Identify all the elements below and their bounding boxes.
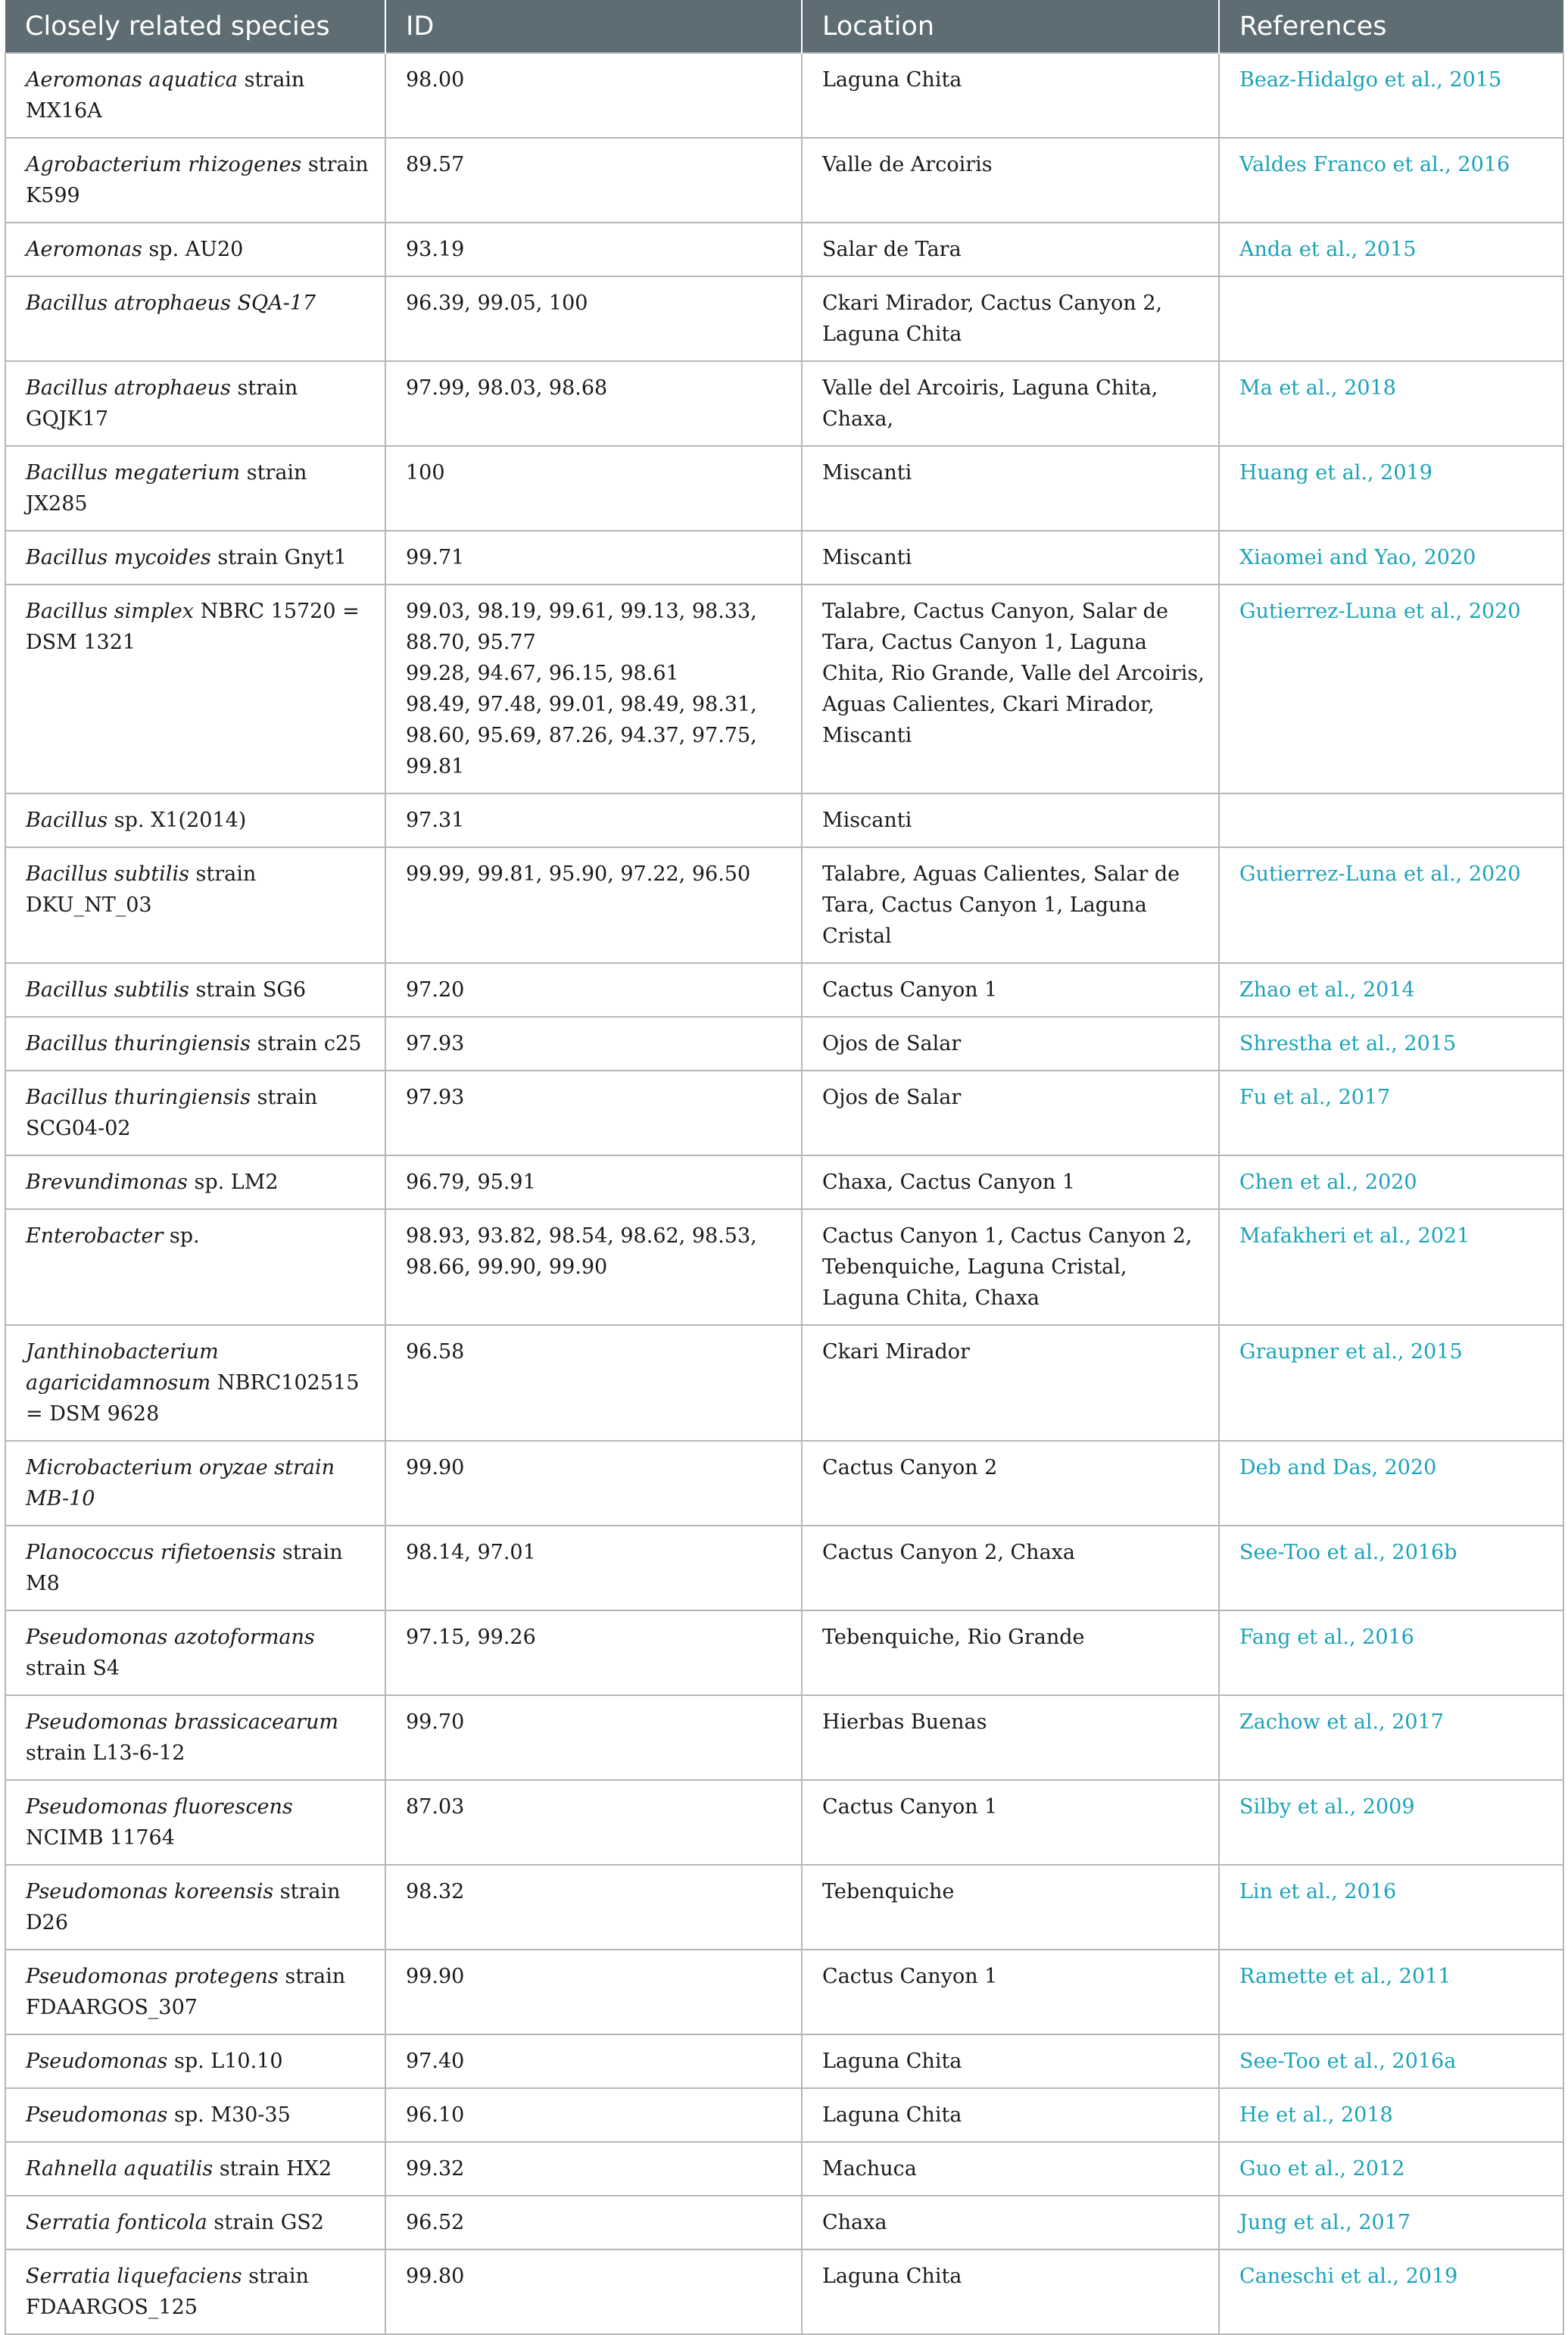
reference-link[interactable]: Xiaomei and Yao, 2020 — [1239, 546, 1476, 569]
table-row — [5, 847, 1563, 963]
species-strain: strain M8 — [26, 1541, 343, 1595]
cell-id: 99.70 — [385, 1695, 802, 1780]
species-name-italic: Enterobacter — [26, 1224, 164, 1248]
reference-link[interactable]: He et al., 2018 — [1239, 2103, 1393, 2127]
cell-id: 87.03 — [385, 1780, 802, 1865]
table-row — [5, 1610, 1563, 1695]
table-row — [5, 2142, 1563, 2196]
cell-id: 97.15, 99.26 — [385, 1610, 802, 1695]
species-name-italic: Janthinobacterium agaricidamnosum — [26, 1340, 219, 1395]
cell-species — [5, 531, 385, 585]
table-row — [5, 223, 1563, 276]
cell-reference — [1219, 585, 1563, 793]
species-strain: sp. LM2 — [187, 1171, 279, 1194]
cell-reference — [1219, 223, 1563, 276]
header-species: Closely related species — [5, 0, 385, 53]
species-name-italic: Rahnella aquatilis — [26, 2157, 214, 2181]
cell-species — [5, 793, 385, 847]
cell-species — [5, 53, 385, 138]
cell-reference — [1219, 138, 1563, 223]
cell-id: 97.31 — [385, 793, 802, 847]
cell-id: 99.71 — [385, 531, 802, 585]
cell-species — [5, 2034, 385, 2088]
reference-link[interactable]: Silby et al., 2009 — [1239, 1795, 1415, 1819]
table-row — [5, 2249, 1563, 2334]
cell-reference — [1219, 361, 1563, 446]
cell-reference — [1219, 446, 1563, 531]
table-row — [5, 1950, 1563, 2034]
cell-reference — [1219, 2088, 1563, 2142]
species-strain: sp. L10.10 — [167, 2050, 283, 2073]
cell-reference — [1219, 1209, 1563, 1325]
cell-id: 98.00 — [385, 53, 802, 138]
cell-location: Chaxa, Cactus Canyon 1 — [802, 1155, 1219, 1209]
cell-species — [5, 1526, 385, 1610]
species-name-italic: Bacillus subtilis — [26, 978, 189, 1002]
cell-id: 100 — [385, 446, 802, 531]
cell-reference — [1219, 2249, 1563, 2334]
species-name-italic: Bacillus atrophaeus — [26, 376, 231, 400]
cell-id — [385, 585, 802, 793]
cell-species — [5, 1610, 385, 1695]
table-row — [5, 1865, 1563, 1950]
cell-id: 98.14, 97.01 — [385, 1526, 802, 1610]
cell-reference — [1219, 531, 1563, 585]
species-name-italic: Bacillus simplex — [26, 600, 195, 623]
cell-location: Valle del Arcoiris, Laguna Chita, Chaxa, — [802, 361, 1219, 446]
species-name-italic: Serratia fonticola — [26, 2211, 207, 2234]
table-row — [5, 2088, 1563, 2142]
species-name-italic: Bacillus — [26, 809, 108, 832]
table-row — [5, 276, 1563, 361]
header-references: References — [1219, 0, 1563, 53]
cell-id: 97.99, 98.03, 98.68 — [385, 361, 802, 446]
cell-species — [5, 361, 385, 446]
cell-location: Miscanti — [802, 793, 1219, 847]
species-name-italic: Planococcus rifietoensis — [26, 1541, 276, 1564]
table-row — [5, 1695, 1563, 1780]
table-row — [5, 53, 1563, 138]
cell-location: Cactus Canyon 1 — [802, 1950, 1219, 2034]
reference-link[interactable]: Graupner et al., 2015 — [1239, 1340, 1463, 1364]
table-row — [5, 793, 1563, 847]
species-strain: strain D26 — [26, 1880, 341, 1934]
cell-location: Miscanti — [802, 531, 1219, 585]
reference-link[interactable]: Beaz-Hidalgo et al., 2015 — [1239, 68, 1502, 92]
species-strain: strain L13-6-12 — [26, 1741, 185, 1765]
cell-id: 96.10 — [385, 2088, 802, 2142]
cell-location: Chaxa — [802, 2196, 1219, 2249]
species-name-italic: Pseudomonas fluorescens — [26, 1795, 293, 1819]
cell-location: Salar de Tara — [802, 223, 1219, 276]
cell-location: Hierbas Buenas — [802, 1695, 1219, 1780]
table-body — [5, 53, 1563, 2334]
cell-species — [5, 1209, 385, 1325]
species-strain: strain GQJK17 — [26, 376, 298, 431]
cell-reference — [1219, 1695, 1563, 1780]
cell-reference — [1219, 1017, 1563, 1071]
cell-location: Tebenquiche, Rio Grande — [802, 1610, 1219, 1695]
reference-link[interactable]: Fang et al., 2016 — [1239, 1626, 1414, 1649]
cell-location: Cactus Canyon 2, Chaxa — [802, 1526, 1219, 1610]
reference-link[interactable]: Gutierrez-Luna et al., 2020 — [1239, 862, 1521, 886]
cell-species — [5, 585, 385, 793]
cell-location: Tebenquiche — [802, 1865, 1219, 1950]
reference-link[interactable]: Ma et al., 2018 — [1239, 376, 1396, 400]
reference-link[interactable]: Deb and Das, 2020 — [1239, 1456, 1437, 1479]
cell-species — [5, 1950, 385, 2034]
cell-id: 99.90 — [385, 1441, 802, 1526]
table-row — [5, 963, 1563, 1017]
species-name-italic: Bacillus megaterium — [26, 461, 241, 485]
table-row — [5, 361, 1563, 446]
species-strain: sp. AU20 — [142, 238, 244, 261]
cell-species — [5, 1865, 385, 1950]
species-strain: strain FDAARGOS_125 — [26, 2265, 309, 2319]
species-name-italic: Microbacterium oryzae strain MB-10 — [26, 1456, 335, 1510]
cell-species — [5, 963, 385, 1017]
cell-reference — [1219, 2196, 1563, 2249]
table-row — [5, 1071, 1563, 1155]
species-name-italic: Pseudomonas — [26, 2050, 168, 2073]
cell-species — [5, 1695, 385, 1780]
cell-location: Ojos de Salar — [802, 1071, 1219, 1155]
cell-species — [5, 223, 385, 276]
header-location: Location — [802, 0, 1219, 53]
cell-location: Ojos de Salar — [802, 1017, 1219, 1071]
species-strain: strain SCG04-02 — [26, 1086, 318, 1140]
cell-species — [5, 446, 385, 531]
species-strain: strain GS2 — [207, 2211, 324, 2234]
species-name-italic: Bacillus atrophaeus SQA-17 — [26, 291, 316, 315]
reference-link[interactable]: Chen et al., 2020 — [1239, 1171, 1417, 1194]
species-strain: strain Gnyt1 — [210, 546, 347, 569]
species-name-italic: Aeromonas — [26, 238, 142, 261]
table-row — [5, 1017, 1563, 1071]
table-container — [5, 0, 1563, 2335]
table-row — [5, 1325, 1563, 1441]
cell-id: 96.52 — [385, 2196, 802, 2249]
cell-location: Laguna Chita — [802, 2088, 1219, 2142]
cell-id: 99.32 — [385, 2142, 802, 2196]
cell-reference — [1219, 1071, 1563, 1155]
cell-id: 97.40 — [385, 2034, 802, 2088]
cell-reference — [1219, 793, 1563, 847]
cell-location: Laguna Chita — [802, 53, 1219, 138]
cell-species — [5, 1441, 385, 1526]
cell-species — [5, 2249, 385, 2334]
cell-id: 97.93 — [385, 1017, 802, 1071]
cell-id: 98.93, 93.82, 98.54, 98.62, 98.53, 98.66, 99.90, 99.90 — [385, 1209, 802, 1325]
table-row — [5, 1526, 1563, 1610]
cell-location: Laguna Chita — [802, 2034, 1219, 2088]
reference-link[interactable]: Valdes Franco et al., 2016 — [1239, 153, 1510, 176]
cell-location: Ckari Mirador — [802, 1325, 1219, 1441]
cell-location: Cactus Canyon 2 — [802, 1441, 1219, 1526]
cell-id: 93.19 — [385, 223, 802, 276]
cell-location: Machuca — [802, 2142, 1219, 2196]
reference-link[interactable]: Shrestha et al., 2015 — [1239, 1032, 1457, 1055]
header-id: ID — [385, 0, 802, 53]
cell-species — [5, 847, 385, 963]
species-strain: strain MX16A — [26, 68, 305, 123]
cell-location: Talabre, Cactus Canyon, Salar de Tara, Cactus Canyon 1, Laguna Chita, Rio Grande, Valle del Arcoiris, Aguas Calientes, Ckari Mirador, Miscanti — [802, 585, 1219, 793]
cell-id: 99.99, 99.81, 95.90, 97.22, 96.50 — [385, 847, 802, 963]
species-name-italic: Bacillus mycoides — [26, 546, 211, 569]
table-row — [5, 585, 1563, 793]
table-row — [5, 1209, 1563, 1325]
species-name-italic: Pseudomonas brassicacearum — [26, 1710, 338, 1734]
cell-id: 98.32 — [385, 1865, 802, 1950]
id-value-line: 99.03, 98.19, 99.61, 99.13, 98.33, 88.70, 95.77 — [406, 600, 757, 654]
cell-species — [5, 1071, 385, 1155]
reference-link[interactable]: Caneschi et al., 2019 — [1239, 2265, 1458, 2288]
species-strain: sp. — [163, 1224, 200, 1248]
species-name-italic: Pseudomonas protegens — [26, 1965, 279, 1988]
reference-link[interactable]: Mafakheri et al., 2021 — [1239, 1224, 1470, 1248]
species-name-italic: Bacillus subtilis — [26, 862, 189, 886]
cell-species — [5, 138, 385, 223]
species-name-italic: Bacillus thuringiensis — [26, 1086, 251, 1109]
reference-link[interactable]: See-Too et al., 2016b — [1239, 1541, 1457, 1564]
species-strain: strain SG6 — [189, 978, 307, 1002]
cell-reference — [1219, 1325, 1563, 1441]
species-strain: NBRC 15720 = DSM 1321 — [26, 600, 360, 654]
reference-link[interactable]: Zhao et al., 2014 — [1239, 978, 1415, 1002]
cell-reference — [1219, 1610, 1563, 1695]
cell-id: 99.80 — [385, 2249, 802, 2334]
species-name-italic: Pseudomonas azotoformans — [26, 1626, 315, 1649]
reference-link[interactable]: Fu et al., 2017 — [1239, 1086, 1391, 1109]
cell-location: Cactus Canyon 1, Cactus Canyon 2, Tebenquiche, Laguna Cristal, Laguna Chita, Chaxa — [802, 1209, 1219, 1325]
cell-species — [5, 276, 385, 361]
cell-reference — [1219, 1155, 1563, 1209]
reference-link[interactable]: Huang et al., 2019 — [1239, 461, 1432, 485]
cell-id: 96.39, 99.05, 100 — [385, 276, 802, 361]
reference-link[interactable]: Jung et al., 2017 — [1239, 2211, 1411, 2234]
species-name-italic: Brevundimonas — [26, 1171, 188, 1194]
species-name-italic: Aeromonas aquatica — [26, 68, 238, 92]
cell-location: Valle de Arcoiris — [802, 138, 1219, 223]
species-strain: NCIMB 11764 — [26, 1826, 175, 1850]
reference-link[interactable]: See-Too et al., 2016a — [1239, 2050, 1457, 2073]
cell-reference — [1219, 847, 1563, 963]
cell-location: Talabre, Aguas Calientes, Salar de Tara, Cactus Canyon 1, Laguna Cristal — [802, 847, 1219, 963]
table-row — [5, 531, 1563, 585]
cell-species — [5, 1780, 385, 1865]
species-strain: strain c25 — [251, 1032, 362, 1055]
reference-link[interactable]: Gutierrez-Luna et al., 2020 — [1239, 600, 1521, 623]
cell-id: 99.90 — [385, 1950, 802, 2034]
cell-reference — [1219, 53, 1563, 138]
id-value-line: 98.49, 97.48, 99.01, 98.49, 98.31, 98.60, 95.69, 87.26, 94.37, 97.75, 99.81 — [406, 693, 757, 778]
table-header-row — [5, 0, 1563, 53]
cell-id: 89.57 — [385, 138, 802, 223]
cell-species — [5, 2196, 385, 2249]
species-strain: strain FDAARGOS_307 — [26, 1965, 346, 2019]
cell-location: Laguna Chita — [802, 2249, 1219, 2334]
cell-reference — [1219, 1950, 1563, 2034]
table-row — [5, 1780, 1563, 1865]
cell-species — [5, 1017, 385, 1071]
table-row — [5, 2196, 1563, 2249]
table-row — [5, 1155, 1563, 1209]
cell-reference — [1219, 1865, 1563, 1950]
cell-species — [5, 2088, 385, 2142]
species-name-italic: Pseudomonas — [26, 2103, 168, 2127]
cell-id: 96.79, 95.91 — [385, 1155, 802, 1209]
species-name-italic: Serratia liquefaciens — [26, 2265, 242, 2288]
species-table — [5, 0, 1564, 2335]
species-strain: strain K599 — [26, 153, 369, 207]
cell-species — [5, 2142, 385, 2196]
species-name-italic: Bacillus thuringiensis — [26, 1032, 251, 1055]
cell-id: 97.93 — [385, 1071, 802, 1155]
cell-location: Ckari Mirador, Cactus Canyon 2, Laguna Chita — [802, 276, 1219, 361]
species-strain: strain DKU_NT_03 — [26, 862, 257, 917]
cell-reference — [1219, 963, 1563, 1017]
cell-id: 96.58 — [385, 1325, 802, 1441]
table-row — [5, 138, 1563, 223]
species-strain: sp. X1(2014) — [108, 809, 247, 832]
species-name-italic: Agrobacterium rhizogenes — [26, 153, 302, 176]
species-strain: NBRC102515 = DSM 9628 — [26, 1371, 360, 1426]
cell-reference — [1219, 276, 1563, 361]
cell-species — [5, 1155, 385, 1209]
reference-link[interactable]: Guo et al., 2012 — [1239, 2157, 1405, 2181]
cell-reference — [1219, 2142, 1563, 2196]
species-strain: strain S4 — [26, 1657, 120, 1680]
cell-location: Cactus Canyon 1 — [802, 1780, 1219, 1865]
reference-link[interactable]: Anda et al., 2015 — [1239, 238, 1417, 261]
cell-location: Cactus Canyon 1 — [802, 963, 1219, 1017]
cell-location: Miscanti — [802, 446, 1219, 531]
cell-reference — [1219, 1526, 1563, 1610]
table-row — [5, 2034, 1563, 2088]
reference-link[interactable]: Zachow et al., 2017 — [1239, 1710, 1444, 1734]
id-value-line: 99.28, 94.67, 96.15, 98.61 — [406, 662, 679, 685]
cell-reference — [1219, 1780, 1563, 1865]
cell-reference — [1219, 2034, 1563, 2088]
cell-id: 97.20 — [385, 963, 802, 1017]
species-strain: strain JX285 — [26, 461, 307, 516]
table-row — [5, 1441, 1563, 1526]
species-name-italic: Pseudomonas koreensis — [26, 1880, 274, 1903]
cell-reference — [1219, 1441, 1563, 1526]
reference-link[interactable]: Ramette et al., 2011 — [1239, 1965, 1451, 1988]
species-strain: strain HX2 — [213, 2157, 332, 2181]
reference-link[interactable]: Lin et al., 2016 — [1239, 1880, 1397, 1903]
species-strain: sp. M30-35 — [167, 2103, 291, 2127]
table-row — [5, 446, 1563, 531]
cell-species — [5, 1325, 385, 1441]
